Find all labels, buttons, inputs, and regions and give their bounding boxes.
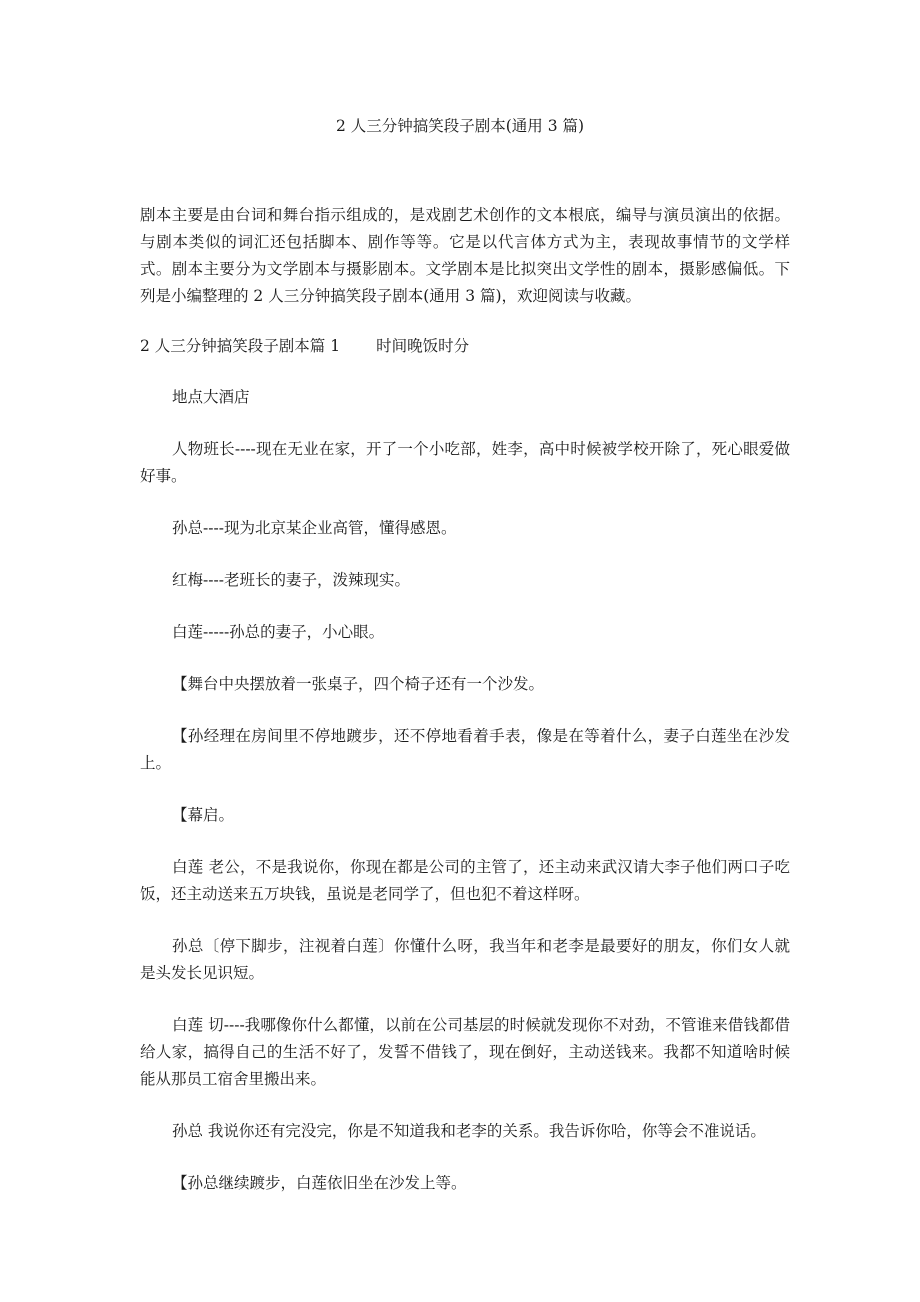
script-paragraph: 人物班长----现在无业在家，开了一个小吃部，姓李，高中时候被学校开除了，死心眼爱做好事。 (140, 440, 790, 485)
stage-direction: 【孙经理在房间里不停地踱步，还不停地看着手表，像是在等着什么，妻子白莲坐在沙发上。 (140, 727, 790, 772)
document-title: 2 人三分钟搞笑段子剧本(通用 3 篇) (335, 117, 585, 135)
stage-direction: 【舞台中央摆放着一张桌子，四个椅子还有一个沙发。 (172, 675, 545, 693)
section-heading-row (140, 333, 469, 360)
script-paragraph: 白莲-----孙总的妻子，小心眼。 (172, 623, 385, 641)
script-paragraph: 红梅----老班长的妻子，泼辣现实。 (172, 571, 410, 589)
dialogue-line: 孙总 我说你还有完没完，你是不知道我和老李的关系。我告诉你哈，你等会不准说话。 (172, 1122, 766, 1140)
script-paragraph: 孙总----现为北京某企业高管，懂得感恩。 (172, 519, 457, 537)
stage-direction: 【幕启。 (172, 806, 235, 824)
place-line: 地点大酒店 (172, 388, 250, 406)
dialogue-line: 白莲 老公，不是我说你，你现在都是公司的主管了，还主动来武汉请大李子他们两口子吃饭，还主动送来五万块钱，虽说是老同学了，但也犯不着这样呀。 (140, 858, 790, 903)
time-line: 时间晚饭时分 (376, 337, 470, 355)
intro-paragraph: 剧本主要是由台词和舞台指示组成的，是戏剧艺术创作的文本根底，编导与演员演出的依据。与剧本类似的词汇还包括脚本、剧作等等。它是以代言体方式为主，表现故事情节的文学样式。剧本主要分为文学剧本与摄影剧本。文学剧本是比拟突出文学性的剧本，摄影感偏低。下列是小编整理的 2 人三分钟搞笑段子剧本(通用 3 篇)，欢迎阅读与收藏。 (140, 206, 790, 305)
dialogue-line: 孙总〔停下脚步，注视着白莲〕你懂什么呀，我当年和老李是最要好的朋友，你们女人就是头发长见识短。 (140, 937, 790, 982)
stage-direction: 【孙总继续踱步，白莲依旧坐在沙发上等。 (172, 1174, 467, 1192)
dialogue-line: 白莲 切----我哪像你什么都懂，以前在公司基层的时候就发现你不对劲，不管谁来借钱都借给人家，搞得自己的生活不好了，发誓不借钱了，现在倒好，主动送钱来。我都不知道啥时候能从那员工宿舍里搬出来。 (140, 1016, 790, 1088)
section-heading: 2 人三分钟搞笑段子剧本篇 1 (140, 337, 341, 355)
